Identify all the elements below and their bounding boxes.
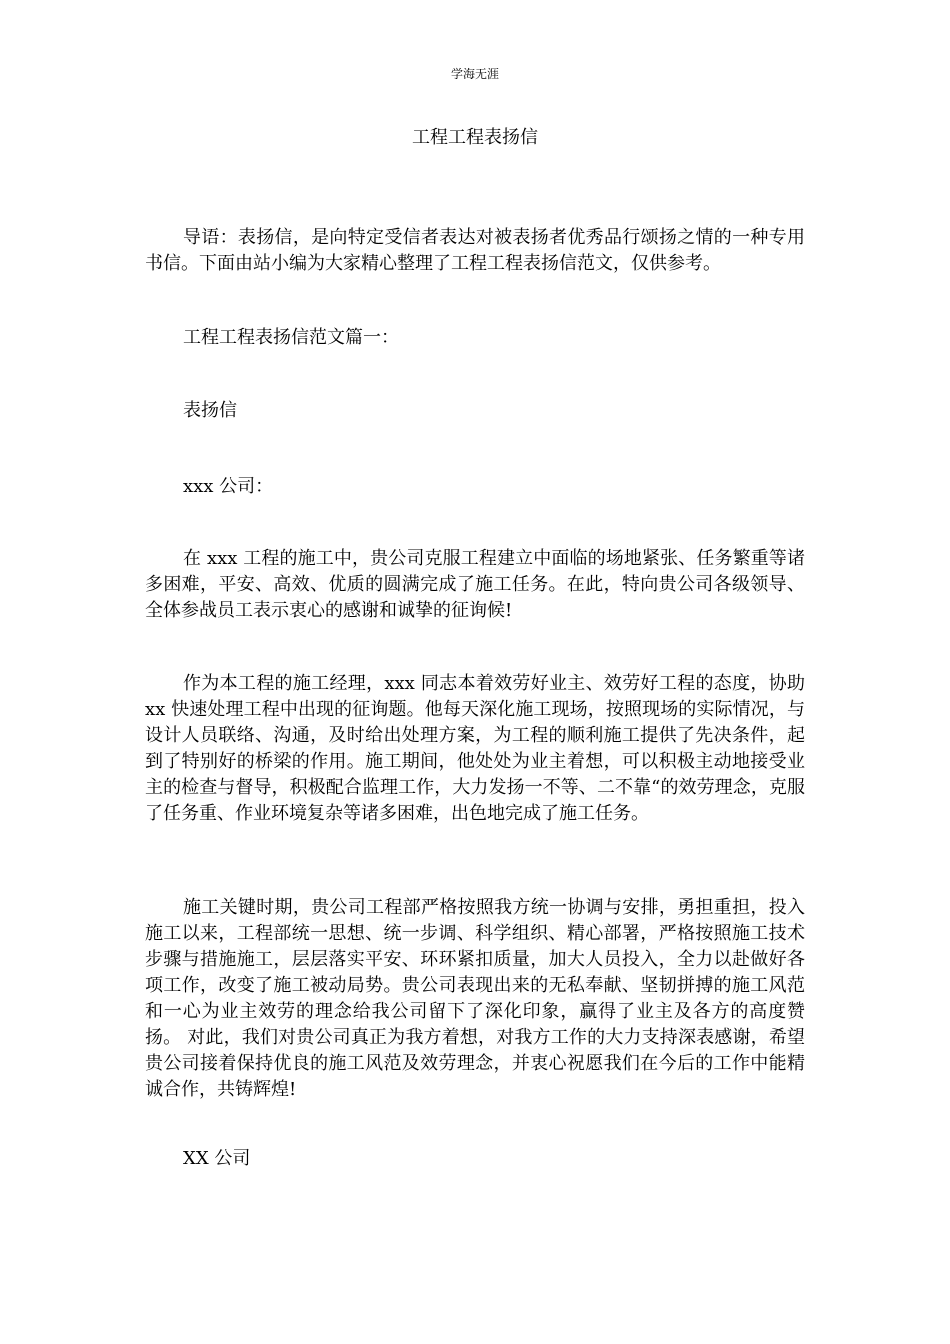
page-header: 学海无涯 — [450, 67, 499, 81]
body-paragraph-3: 施工关键时期，贵公司工程部严格按照我方统一协调与安排，勇担重担，投入施工以来，工程部统一思想、统一步调、科学组织、精心部署，严格按照施工技术步骤与措施施工，层层落实平安、环环紧扣质量，加大人员投入，全力以赴做好各项工作，改变了施工被动局势。贵公司表现出来的无私奉献、坚韧拼搏的施工风范和一心为业主效劳的理念给我公司留下了深化印象，赢得了业主及各方的高度赞扬。 对此，我们对贵公司真正为我方着想，对我方工作的大力支持深表感谢，希望贵公司接着保持优良的施工风范及效劳理念，并衷心祝愿我们在今后的工作中能精诚合作，共铸辉煌! — [145, 897, 805, 1100]
body-paragraph-2: 作为本工程的施工经理，xxx 同志本着效劳好业主、效劳好工程的态度，协助 xx 快速处理工程中出现的征询题。他每天深化施工现场，按照现场的实际情况，与设计人员联络、沟通，及时给出处理方案，为工程的顺利施工提供了先决条件，起到了特别好的桥梁的作用。施工期间，他处处为业主着想，可以积极主动地接受业主的检查与督导，积极配合监理工作，大力发扬一不等、二不靠“的效劳理念，克服了任务重、作业环境复杂等诸多困难，出色地完成了施工任务。 — [145, 673, 805, 824]
document-title: 工程工程表扬信 — [412, 127, 538, 148]
signature: XX 公司 — [183, 1148, 251, 1169]
letter-heading: 表扬信 — [183, 400, 237, 421]
section-heading: 工程工程表扬信范文篇一： — [183, 327, 399, 348]
salutation: xxx 公司： — [183, 476, 274, 497]
intro-paragraph: 导语：表扬信，是向特定受信者表达对被表扬者优秀品行颂扬之情的一种专用书信。下面由站小编为大家精心整理了工程工程表扬信范文，仅供参考。 — [145, 227, 805, 274]
body-paragraph-1: 在 xxx 工程的施工中，贵公司克服工程建立中面临的场地紧张、任务繁重等诸多困难，平安、高效、优质的圆满完成了施工任务。在此，特向贵公司各级领导、全体参战员工表示衷心的感谢和诚挚的征询候! — [145, 548, 805, 621]
